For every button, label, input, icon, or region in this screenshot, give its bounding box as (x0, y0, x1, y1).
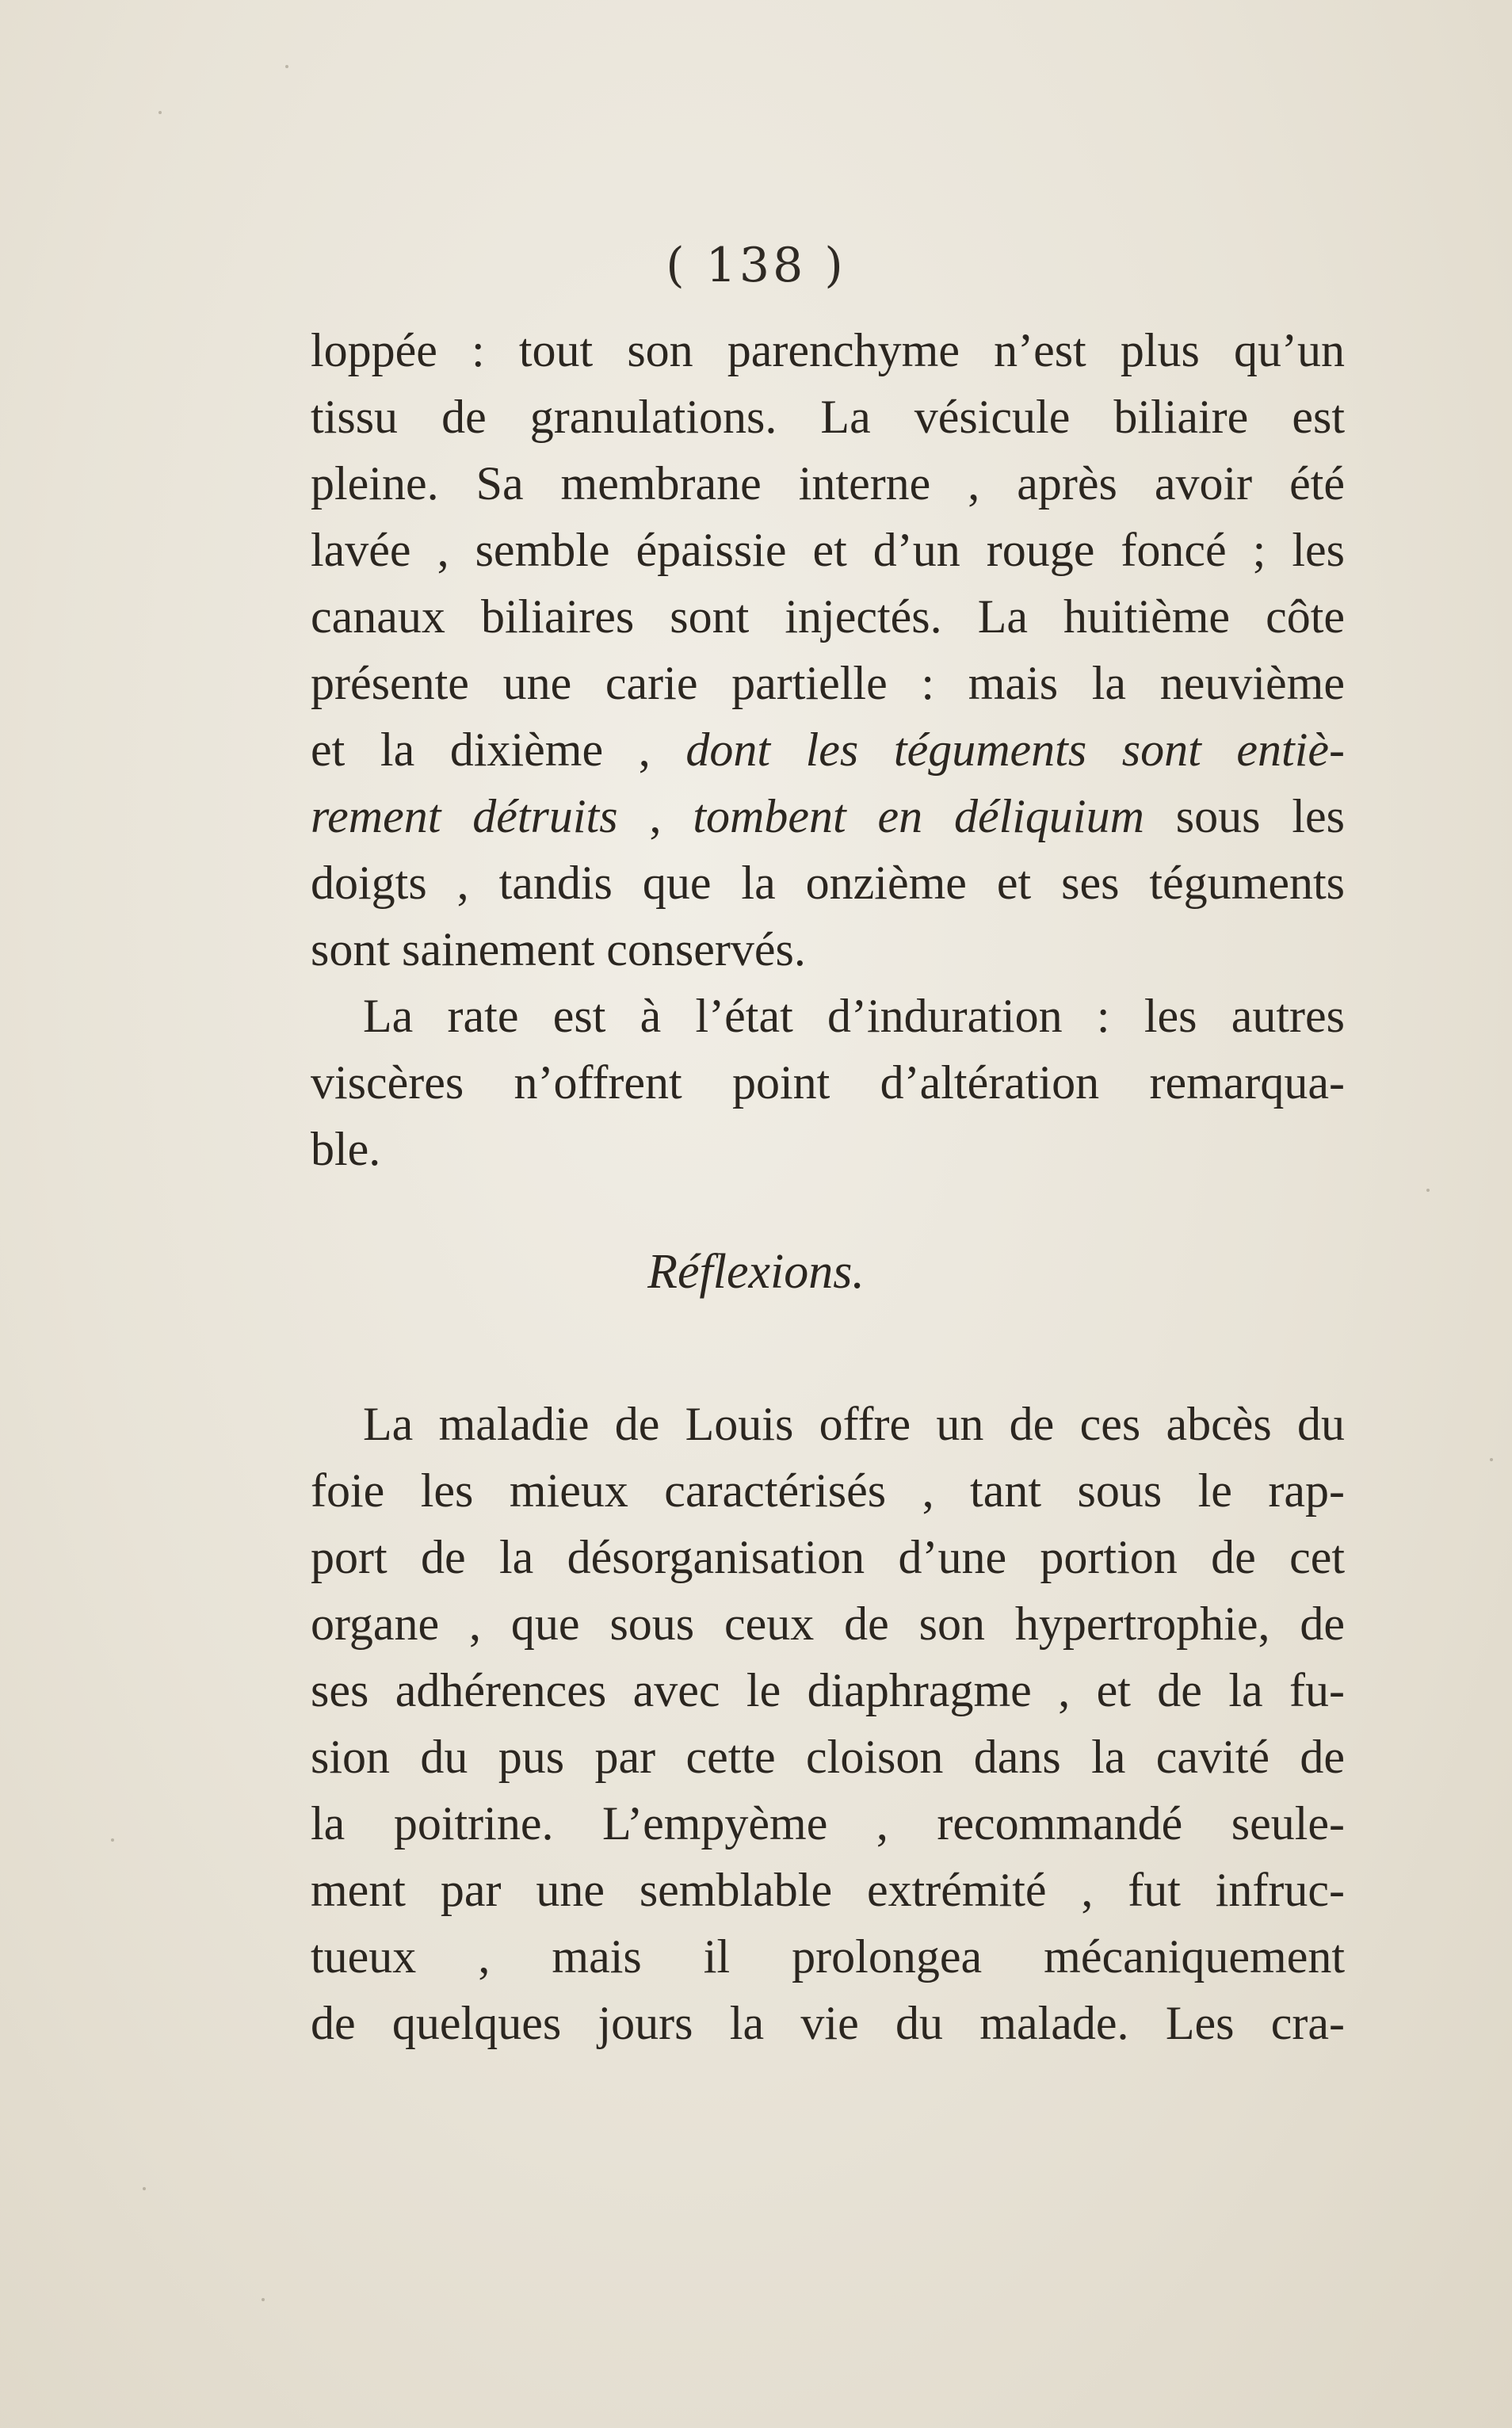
paragraph-continuation (311, 317, 1345, 983)
text-line: doigts , tandis que la onzième et ses téguments (311, 857, 1345, 909)
paper-speck (158, 111, 162, 114)
text-line: organe , que sous ceux de son hypertrophie, de (311, 1598, 1345, 1650)
text-line: La rate est à l’état d’induration : les autres (363, 990, 1345, 1042)
text-line: tueux , mais il prolongea mécaniquement (311, 1930, 1345, 1983)
paper-speck (262, 2298, 265, 2301)
paragraph-spleen (311, 983, 1345, 1182)
text-line: sion du pus par cette cloison dans la cavité de (311, 1731, 1345, 1783)
paper-speck (285, 65, 288, 68)
paper-speck (1490, 1458, 1493, 1461)
text-line: ment par une semblable extrémité , fut infruc- (311, 1864, 1345, 1916)
page-number: ( 138 ) (666, 238, 846, 293)
text-line: la poitrine. L’empyème , recommandé seule- (311, 1797, 1345, 1850)
paper-speck (1426, 1189, 1430, 1192)
text-line: tissu de granulations. La vésicule biliaire est (311, 391, 1345, 443)
text-line: de quelques jours la vie du malade. Les cra- (311, 1997, 1345, 2049)
paper-speck (143, 2187, 146, 2190)
text-line: présente une carie partielle : mais la neuvième (311, 657, 1345, 709)
text-line: et la dixième , dont les téguments sont entiè- (311, 723, 1346, 776)
paragraph-reflexions (311, 1391, 1345, 2056)
text-line: loppée : tout son parenchyme n’est plus qu’un (311, 324, 1345, 376)
paper-speck (111, 1838, 114, 1842)
text-line: port de la désorganisation d’une portion de cet (311, 1531, 1345, 1583)
text-line: ble. (311, 1123, 381, 1175)
text-line: viscères n’offrent point d’altération remarqua- (311, 1056, 1345, 1109)
text-line: pleine. Sa membrane interne , après avoir été (311, 457, 1345, 510)
section-heading: Réflexions. (647, 1245, 865, 1299)
text-line: La maladie de Louis offre un de ces abcès du (363, 1398, 1345, 1450)
text-line: foie les mieux caractérisés , tant sous le rap- (311, 1464, 1345, 1517)
text-line: sont sainement conservés. (311, 923, 806, 975)
text-line: ses adhérences avec le diaphragme , et de la fu- (311, 1664, 1345, 1716)
text-line: lavée , semble épaissie et d’un rouge foncé ; les (311, 524, 1345, 576)
text-line: rement détruits , tombent en déliquium sous les (311, 790, 1346, 842)
text-line: canaux biliaires sont injectés. La huitième côte (311, 590, 1345, 643)
